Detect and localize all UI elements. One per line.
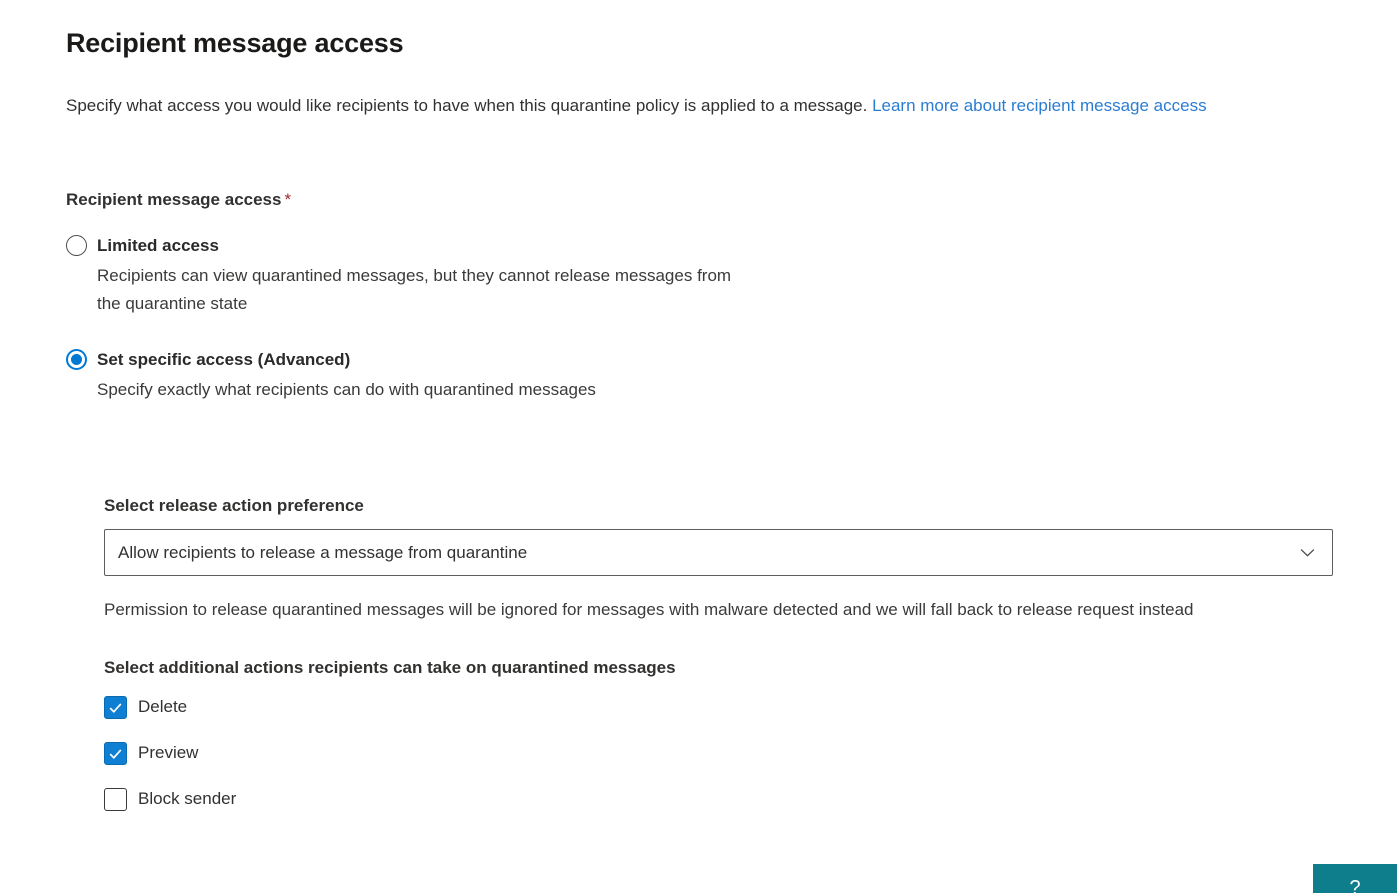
- radio-option-set-specific-access: [66, 348, 1337, 404]
- preview-checkbox[interactable]: [104, 740, 1337, 766]
- page-description-text: Specify what access you would like recipients to have when this quarantine policy is applied to a message.: [66, 96, 873, 115]
- additional-actions-label: Select additional actions recipients can take on quarantined messages: [104, 658, 676, 677]
- limited-access-radio[interactable]: [66, 234, 1337, 258]
- set-specific-access-radio[interactable]: [66, 348, 1337, 372]
- radio-option-label[interactable]: Set specific access (Advanced): [97, 350, 351, 369]
- checkbox-label[interactable]: Delete: [138, 697, 188, 716]
- radio-circle-icon[interactable]: [66, 349, 87, 370]
- help-button[interactable]: [1313, 864, 1397, 893]
- radio-circle-icon[interactable]: [66, 235, 87, 256]
- learn-more-link[interactable]: Learn more about recipient message access: [872, 96, 1207, 115]
- release-preference-label: Select release action preference: [104, 496, 364, 515]
- radio-option-limited-access: [66, 234, 1337, 318]
- checkbox-label[interactable]: Block sender: [138, 789, 237, 808]
- checkmark-icon: [107, 745, 124, 762]
- release-preference-note: Permission to release quarantined messages will be ignored for messages with malware detected and we will fall back to release request instead: [104, 600, 1194, 619]
- release-preference-dropdown[interactable]: [104, 529, 1333, 576]
- chevron-down-icon[interactable]: [1299, 544, 1316, 561]
- radio-group-label: Recipient message access *: [66, 190, 292, 209]
- advanced-access-section: [104, 494, 1337, 812]
- checkmark-icon: [107, 699, 124, 716]
- dropdown-selected-value: Allow recipients to release a message from quarantine: [118, 542, 528, 562]
- checkbox-icon[interactable]: [104, 788, 127, 811]
- help-icon: ?: [1349, 876, 1361, 893]
- radio-option-description: Recipients can view quarantined messages, but they cannot release messages from the quarantine state: [97, 266, 732, 313]
- checkbox-icon[interactable]: [104, 742, 127, 765]
- additional-actions-checkbox-list: [104, 694, 1337, 812]
- page-description: [66, 92, 1231, 120]
- checkbox-label[interactable]: Preview: [138, 743, 199, 762]
- radio-option-description: Specify exactly what recipients can do with quarantined messages: [97, 380, 596, 399]
- radio-option-label[interactable]: Limited access: [97, 236, 219, 255]
- checkbox-icon[interactable]: [104, 696, 127, 719]
- delete-checkbox[interactable]: [104, 694, 1337, 720]
- page-title: Recipient message access: [66, 28, 404, 58]
- block-sender-checkbox[interactable]: [104, 786, 1337, 812]
- required-asterisk: *: [284, 190, 292, 209]
